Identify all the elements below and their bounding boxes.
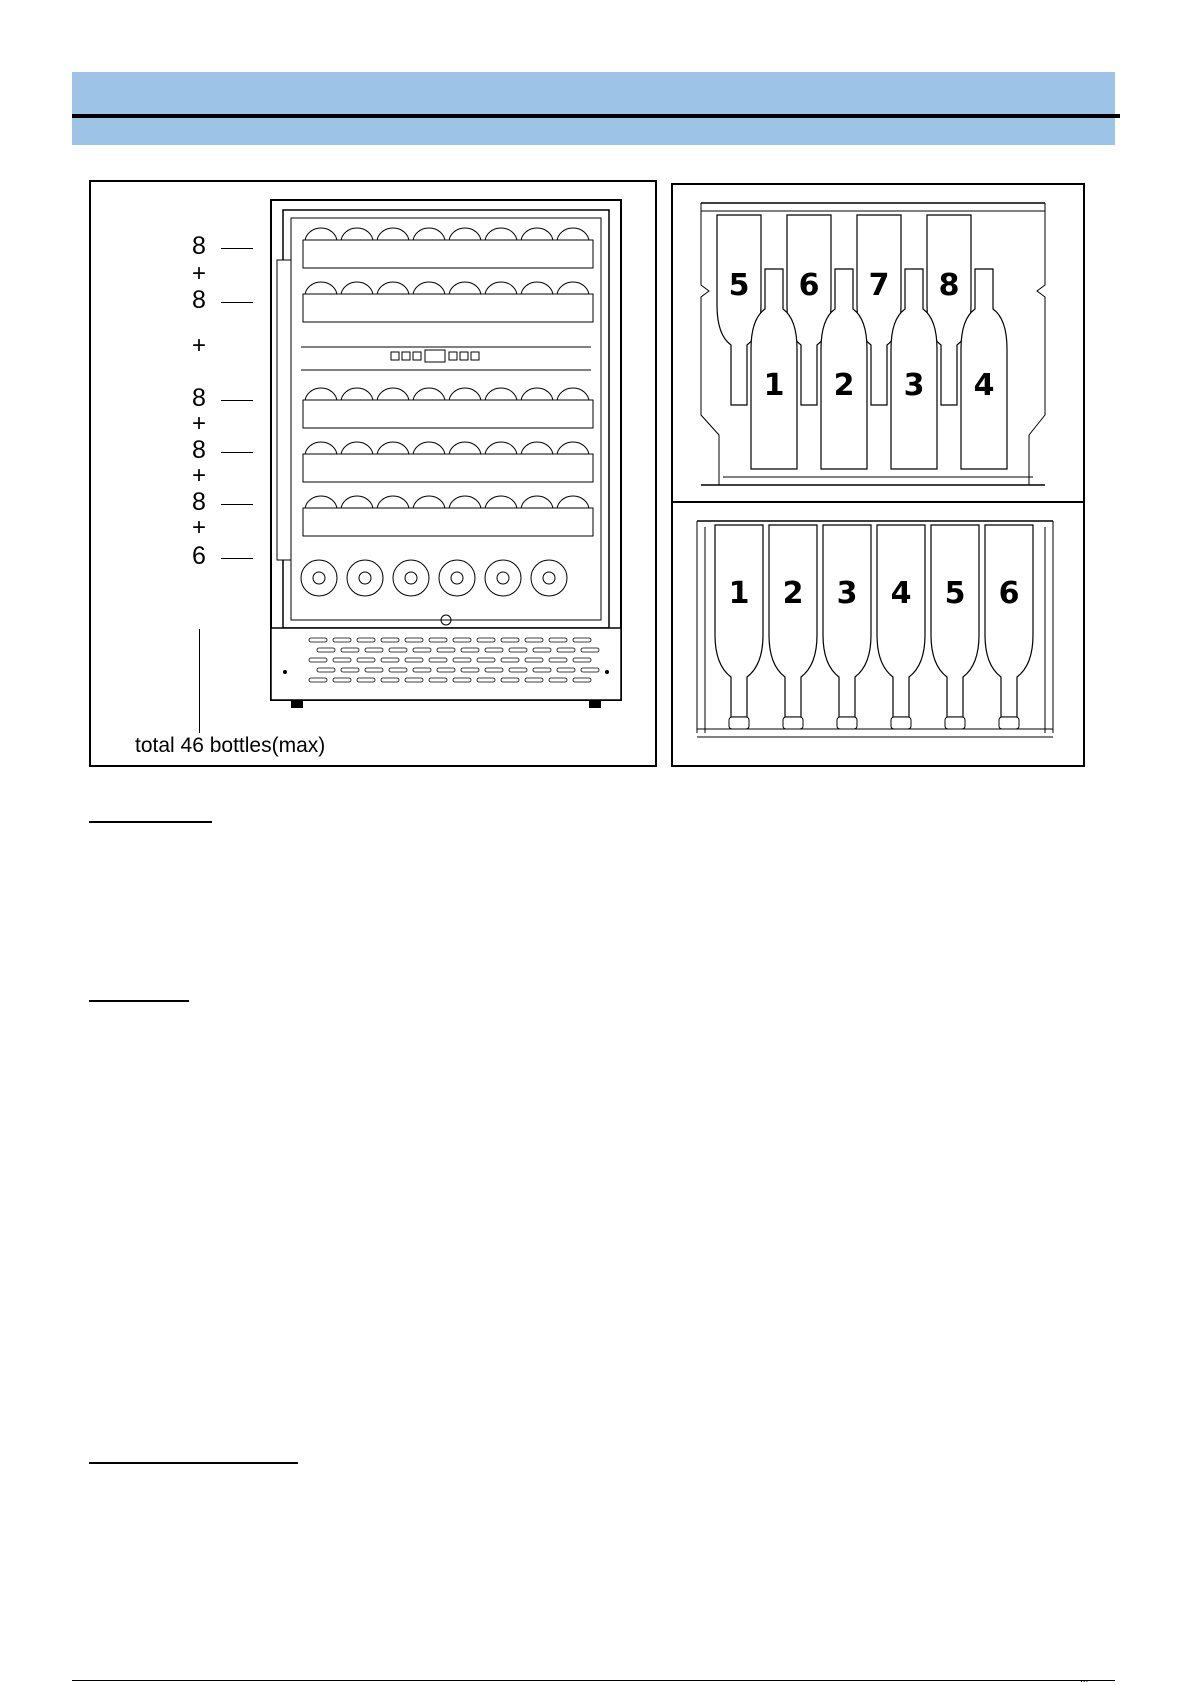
bottom-shelf-figure bbox=[671, 501, 1085, 767]
bottle-number: 4 bbox=[973, 368, 995, 403]
bottle-number: 5 bbox=[944, 576, 966, 611]
section-heading-underline-3 bbox=[89, 1462, 298, 1464]
capacity-tick bbox=[221, 452, 253, 453]
bottle-number: 1 bbox=[728, 576, 750, 611]
capacity-count: 6 bbox=[192, 542, 206, 570]
bottle-laid bbox=[823, 525, 871, 717]
bottle-neck bbox=[837, 717, 857, 729]
bottle-laid bbox=[877, 525, 925, 717]
capacity-tick bbox=[221, 400, 253, 401]
bottle-number: 2 bbox=[833, 368, 855, 403]
capacity-plus: + bbox=[191, 410, 206, 437]
bottle-number: 4 bbox=[890, 576, 912, 611]
capacity-count: 8 bbox=[192, 384, 206, 412]
cabinet-figure bbox=[89, 180, 657, 767]
bottle-number: 3 bbox=[903, 368, 925, 403]
section-heading-underline-2 bbox=[89, 1000, 189, 1002]
bottle-number: 2 bbox=[782, 576, 804, 611]
bottle-number: 5 bbox=[728, 268, 750, 303]
total-leader-line bbox=[199, 629, 200, 733]
capacity-plus: + bbox=[191, 514, 206, 541]
capacity-plus: + bbox=[191, 332, 206, 359]
page-number: ... bbox=[1080, 1674, 1089, 1685]
bottle-neck bbox=[999, 717, 1019, 729]
bottle-number: 3 bbox=[836, 576, 858, 611]
bottle-laid bbox=[985, 525, 1033, 717]
bottom-shelf-drawing bbox=[673, 503, 1083, 765]
capacity-plus: + bbox=[191, 462, 206, 489]
capacity-count: 8 bbox=[192, 488, 206, 516]
bottle-neck bbox=[729, 717, 749, 729]
capacity-tick bbox=[221, 248, 253, 249]
capacity-plus: + bbox=[191, 260, 206, 287]
bottle-neck bbox=[945, 717, 965, 729]
capacity-tick bbox=[221, 302, 253, 303]
bottle-number: 6 bbox=[798, 268, 820, 303]
top-shelf-figure bbox=[671, 183, 1085, 503]
section-heading-underline-1 bbox=[89, 821, 212, 823]
bottle-number: 7 bbox=[868, 268, 890, 303]
bottle-neck bbox=[783, 717, 803, 729]
header-rule bbox=[72, 114, 1120, 118]
capacity-tick bbox=[221, 504, 253, 505]
top-shelf-drawing bbox=[673, 185, 1083, 501]
bottle-number: 6 bbox=[998, 576, 1020, 611]
capacity-count: 8 bbox=[192, 232, 206, 260]
capacity-tick bbox=[221, 558, 253, 559]
total-capacity-label: total 46 bottles(max) bbox=[135, 734, 326, 757]
bottle-laid bbox=[931, 525, 979, 717]
capacity-count: 8 bbox=[192, 436, 206, 464]
bottle-laid bbox=[769, 525, 817, 717]
header-band bbox=[72, 72, 1115, 145]
footer-rule bbox=[72, 1680, 1115, 1681]
capacity-count: 8 bbox=[192, 286, 206, 314]
bottle-number: 1 bbox=[763, 368, 785, 403]
bottle-neck bbox=[891, 717, 911, 729]
wine-cabinet-drawing bbox=[91, 182, 655, 765]
bottle-number: 8 bbox=[938, 268, 960, 303]
bottle-laid bbox=[715, 525, 763, 717]
